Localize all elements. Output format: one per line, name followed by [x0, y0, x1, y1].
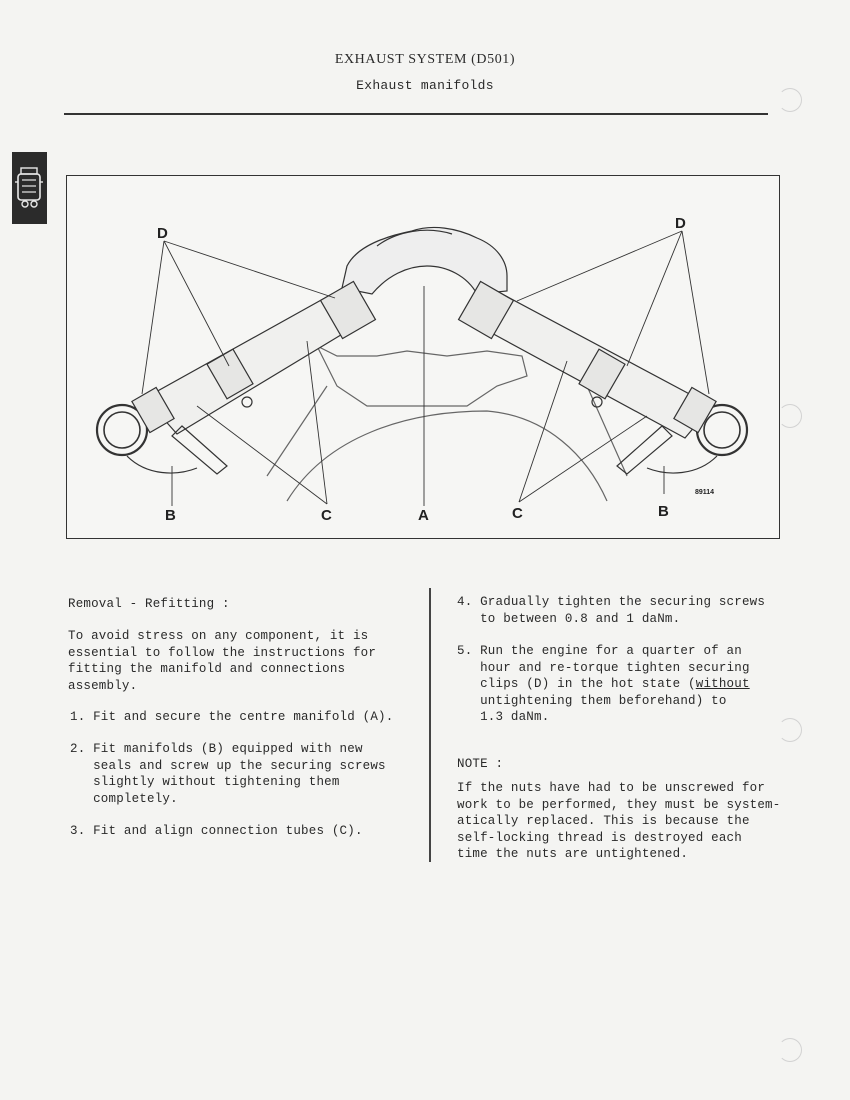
step-2: 2. Fit manifolds (B) equipped with new seals and screw up the securing screws slightly without tightening them completely. — [70, 742, 386, 806]
step-3: 3. Fit and align connection tubes (C). — [70, 824, 363, 838]
figure-number: 89114 — [695, 489, 715, 496]
engine-icon — [12, 152, 47, 224]
page-title: EXHAUST SYSTEM (D501) — [334, 52, 516, 67]
punch-hole-mark — [778, 88, 802, 112]
header-rule — [64, 113, 768, 115]
label-a: A — [418, 507, 429, 524]
intro-paragraph: To avoid stress on any component, it is essential to follow the instructions for fitting the manifold and connections assembly. — [68, 629, 377, 693]
label-b-right: B — [658, 503, 669, 520]
step-5 — [457, 643, 750, 726]
label-c-left: C — [321, 507, 332, 524]
punch-hole-mark — [778, 404, 802, 428]
exhaust-manifold-figure — [66, 175, 780, 539]
punch-hole-mark — [778, 718, 802, 742]
label-d-right: D — [675, 215, 686, 232]
label-b-left: B — [165, 507, 176, 524]
note-heading: NOTE : — [457, 757, 504, 771]
step-5-text-b: untightening them beforehand) to 1.3 daNm. — [480, 693, 727, 724]
step-1: 1. Fit and secure the centre manifold (A). — [70, 710, 394, 724]
note-body: If the nuts have had to be unscrewed for work to be performed, they must be system- atically replaced. This is because the self-locking thread is destroyed each time the nuts are untightened. — [457, 781, 781, 861]
exhaust-manifold-diagram — [67, 176, 781, 540]
removal-heading: Removal - Refitting : — [68, 597, 230, 611]
label-c-right: C — [512, 505, 523, 522]
label-d-left: D — [157, 225, 168, 242]
punch-hole-mark — [778, 1038, 802, 1062]
step-4: 4. Gradually tighten the securing screws to between 0.8 and 1 daNm. — [457, 595, 766, 626]
engine-section-tab — [12, 152, 47, 224]
column-divider — [429, 588, 431, 862]
page-subtitle: Exhaust manifolds — [356, 78, 494, 93]
step-5-emphasis: without — [695, 677, 750, 691]
step-5-text-a: 5. Run the engine for a quarter of an hour and re-torque tighten securing clips (D) in the hot state ( — [457, 644, 750, 691]
